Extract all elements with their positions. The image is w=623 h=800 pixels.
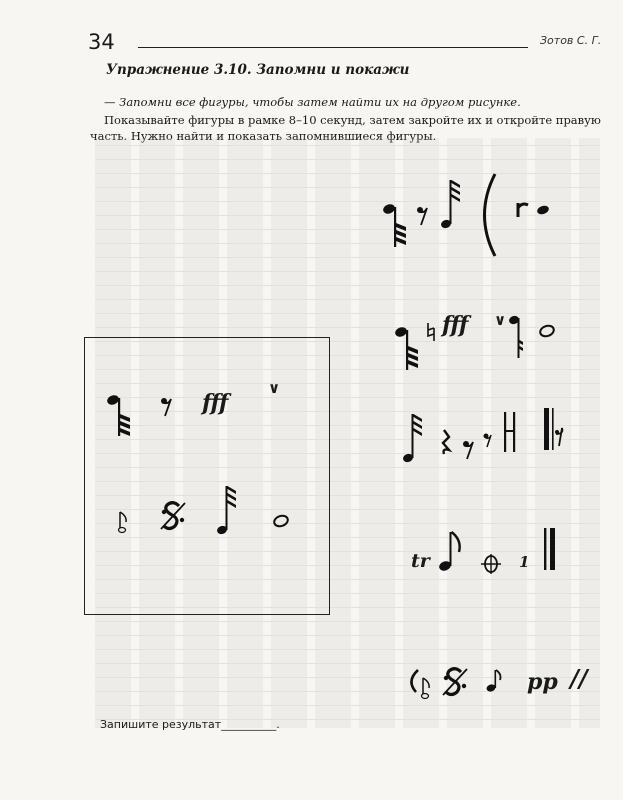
right-sixteenth-note-2-icon xyxy=(394,320,424,374)
result-blank[interactable]: __________. xyxy=(221,718,280,731)
frame-segno-icon xyxy=(158,498,188,534)
frame-sixteenth-note-icon xyxy=(106,388,136,440)
right-thirty-second-note-icon xyxy=(440,174,462,232)
frame-thirty-second-note-icon xyxy=(216,480,238,538)
frame-eighth-rest-icon xyxy=(160,397,174,417)
right-double-slash: // xyxy=(570,664,588,693)
right-eighth-rest-2-icon xyxy=(462,440,476,460)
header-rule xyxy=(138,47,528,48)
right-quarter-rest-icon xyxy=(438,428,454,456)
right-trill-mark: tr xyxy=(411,550,430,572)
memory-frame xyxy=(84,337,330,615)
frame-fff-dynamics: fff xyxy=(202,390,228,416)
right-sixteenth-note-icon xyxy=(382,197,412,251)
page-number: 34 xyxy=(88,30,115,54)
right-eighth-rest-icon xyxy=(416,206,430,226)
right-accent-mark: ∨ xyxy=(494,311,507,329)
right-dot-note-icon xyxy=(536,205,550,215)
right-repeat-bar-icon xyxy=(542,406,568,456)
right-small-rest-icon xyxy=(482,432,494,448)
author-name: Зотов С. Г. xyxy=(540,34,602,47)
right-eighth-note-2-icon xyxy=(486,668,502,694)
right-fff-dynamics: fff xyxy=(442,312,468,338)
right-thirty-second-note-2-icon xyxy=(402,408,424,466)
instruction-line-2: часть. Нужно найти и показать запомнившиеся фигуры. xyxy=(90,129,437,143)
right-eighth-note-small-icon xyxy=(420,676,434,702)
right-natural-icon xyxy=(426,322,436,342)
exercise-title: Упражнение 3.10. Запомни и покажи xyxy=(106,62,410,78)
frame-whole-note-icon xyxy=(272,514,290,528)
instruction-italic: — Запомни все фигуры, чтобы затем найти их на другом рисунке. xyxy=(104,95,521,109)
right-bracket-curve-icon xyxy=(408,668,420,694)
right-breve-note-icon xyxy=(502,410,518,454)
right-segno-icon xyxy=(440,664,470,700)
instruction-line-1: Показывайте фигуры в рамке 8–10 секунд, затем закройте их и откройте правую xyxy=(104,113,601,127)
right-slur-bracket-icon xyxy=(480,172,498,258)
right-pp-dynamics: pp xyxy=(527,669,558,695)
right-coda-icon xyxy=(480,553,502,575)
right-final-barline-icon xyxy=(542,526,556,572)
result-label: Запишите результат xyxy=(100,718,222,731)
frame-eighth-note-small-icon xyxy=(117,510,131,536)
right-quarter-rest-r-icon xyxy=(516,200,532,218)
frame-accent-mark: ∨ xyxy=(268,379,281,397)
result-footer xyxy=(100,718,280,731)
right-sixteenth-note-up-icon xyxy=(508,310,524,362)
right-whole-note-icon xyxy=(538,324,556,338)
right-number-one: 1 xyxy=(519,553,530,571)
right-eighth-note-icon xyxy=(438,530,462,574)
